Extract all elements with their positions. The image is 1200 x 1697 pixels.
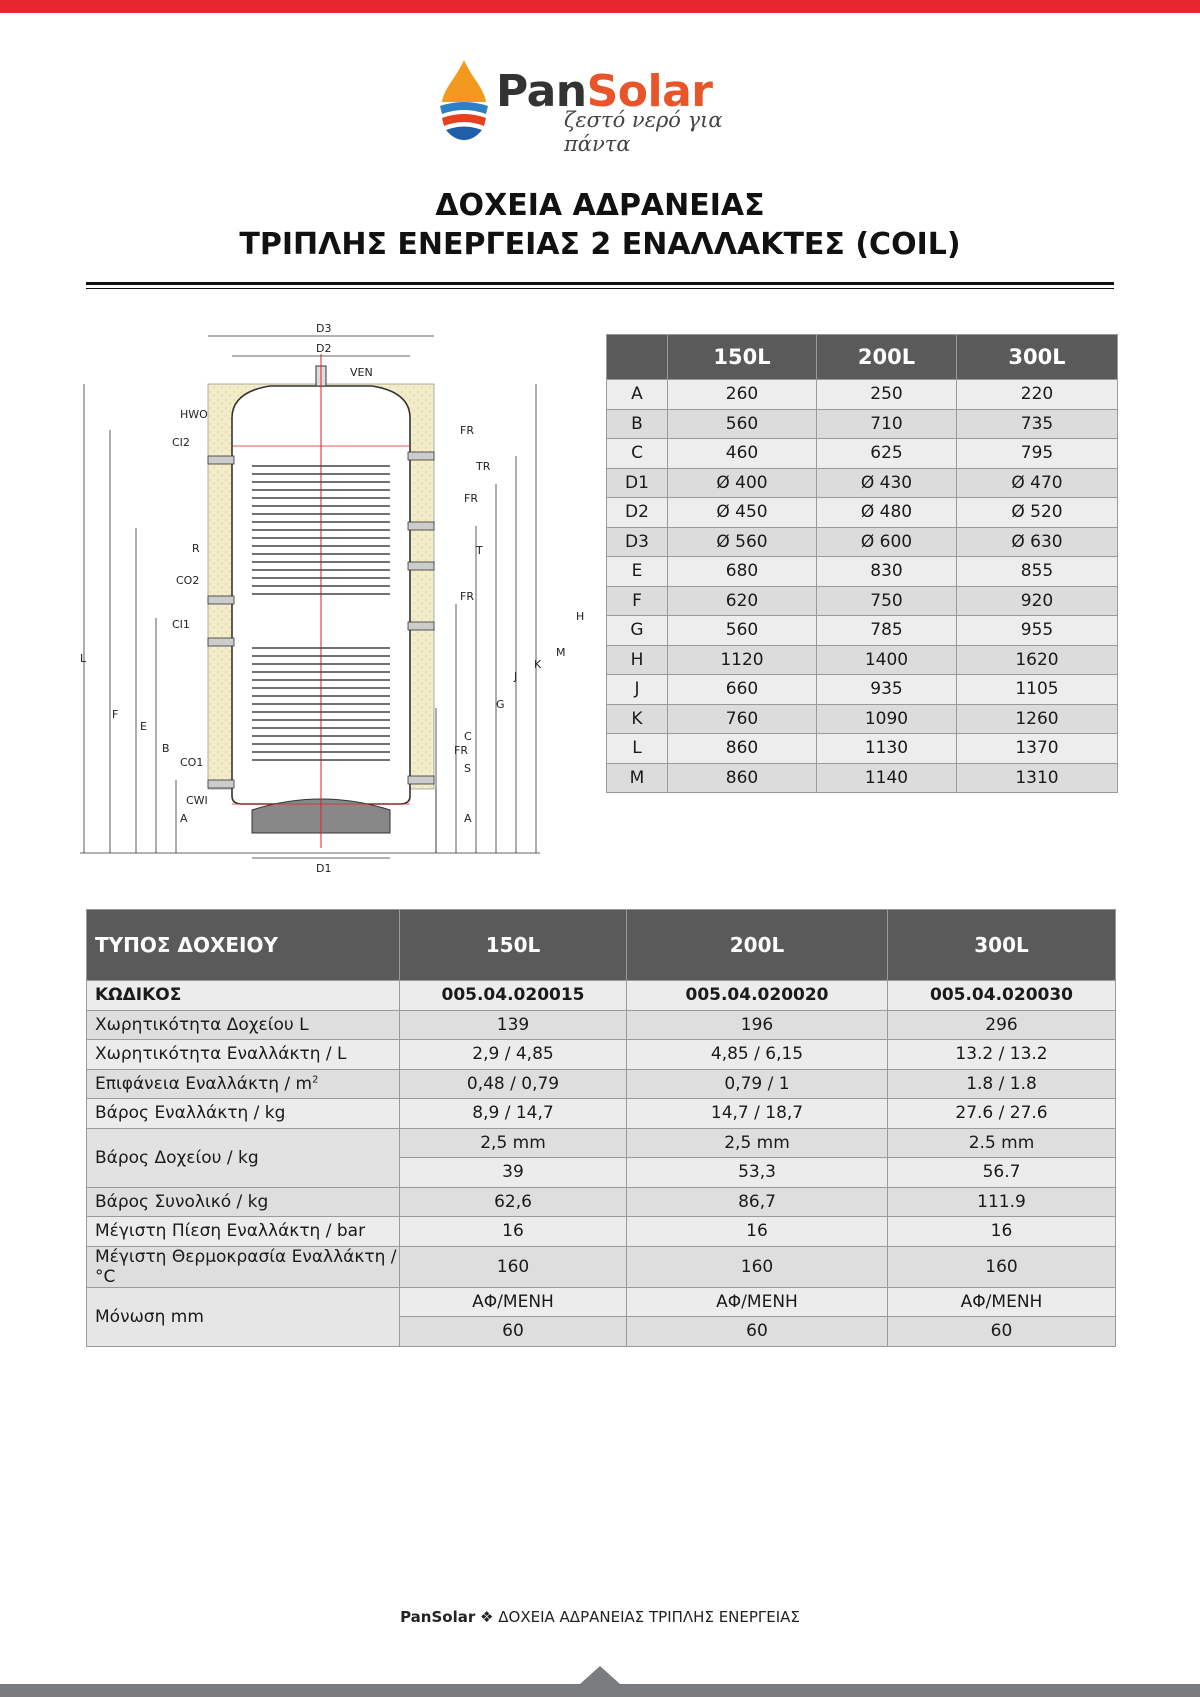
label-fr2: FR: [464, 492, 478, 505]
cell: Ø 630: [957, 527, 1118, 557]
cell: 196: [627, 1010, 888, 1040]
dims-header-300l: 300L: [957, 335, 1118, 380]
dims-row: [607, 675, 1118, 705]
drop-logo-icon: [434, 58, 494, 144]
specs-header-type: ΤΥΠΟΣ ΔΟΧΕΙΟΥ: [87, 910, 400, 981]
cell: D3: [607, 527, 668, 557]
cell: 750: [817, 586, 957, 616]
label-co1: CO1: [180, 756, 204, 769]
dims-row: [607, 704, 1118, 734]
dims-row: [607, 439, 1118, 469]
cell: A: [607, 380, 668, 410]
cell: D2: [607, 498, 668, 528]
label-k: K: [534, 658, 542, 671]
cell: Ø 520: [957, 498, 1118, 528]
cell: ΑΦ/ΜΕΝΗ: [888, 1287, 1116, 1317]
specs-row-coil-capacity: [87, 1040, 1116, 1070]
cell: 955: [957, 616, 1118, 646]
specs-row-max-temp: [87, 1246, 1116, 1287]
cell: 1120: [668, 645, 817, 675]
dims-row: [607, 763, 1118, 793]
label-d2: D2: [316, 342, 332, 355]
cell: 62,6: [400, 1187, 627, 1217]
cell: 1140: [817, 763, 957, 793]
dims-body: [607, 380, 1118, 793]
cell: ΑΦ/ΜΕΝΗ: [400, 1287, 627, 1317]
cell: 53,3: [627, 1158, 888, 1188]
label-d1: D1: [316, 862, 332, 875]
cell: 111.9: [888, 1187, 1116, 1217]
specs-row-coil-weight: [87, 1099, 1116, 1129]
cell: 60: [627, 1317, 888, 1347]
cell: 680: [668, 557, 817, 587]
dims-row: [607, 527, 1118, 557]
cell: Ø 400: [668, 468, 817, 498]
cell: Ø 560: [668, 527, 817, 557]
specs-row-tank-weight-thickness: [87, 1128, 1116, 1158]
specs-header-150l: 150L: [400, 910, 627, 981]
coil-surface-label: Επιφάνεια Εναλλάκτη / m: [95, 1073, 313, 1094]
cell: E: [607, 557, 668, 587]
cell: Χωρητικότητα Εναλλάκτη / L: [87, 1040, 400, 1070]
cell: G: [607, 616, 668, 646]
dims-row: [607, 409, 1118, 439]
label-b: B: [162, 742, 170, 755]
cell: 1130: [817, 734, 957, 764]
cell: 005.04.020015: [400, 981, 627, 1011]
cell: 1.8 / 1.8: [888, 1069, 1116, 1099]
label-fr1: FR: [460, 424, 474, 437]
cell: 86,7: [627, 1187, 888, 1217]
label-l: L: [80, 652, 87, 665]
cell: 27.6 / 27.6: [888, 1099, 1116, 1129]
specs-row-insulation-type: [87, 1287, 1116, 1317]
cell: 13.2 / 13.2: [888, 1040, 1116, 1070]
title-divider-thin: [86, 288, 1114, 289]
cell: 625: [817, 439, 957, 469]
cell: 660: [668, 675, 817, 705]
cell: 60: [888, 1317, 1116, 1347]
label-fr4: FR: [454, 744, 468, 757]
cell: Μόνωση mm: [87, 1287, 400, 1346]
page-title-line2: ΤΡΙΠΛΗΣ ΕΝΕΡΓΕΙΑΣ 2 ΕΝΑΛΛΑΚΤΕΣ (COIL): [239, 227, 961, 262]
specs-row-coil-surface: [87, 1069, 1116, 1099]
dimensions-table: [606, 334, 1118, 793]
cell: 560: [668, 616, 817, 646]
brand-name-part1: Pan: [496, 66, 587, 117]
cell: Βάρος Συνολικό / kg: [87, 1187, 400, 1217]
cell: 0,79 / 1: [627, 1069, 888, 1099]
cell: Μέγιστη Πίεση Εναλλάκτη / bar: [87, 1217, 400, 1247]
cell: 16: [627, 1217, 888, 1247]
cell: 260: [668, 380, 817, 410]
footer-text: ΔΟΧΕΙΑ ΑΔΡΑΝΕΙΑΣ ΤΡΙΠΛΗΣ ΕΝΕΡΓΕΙΑΣ: [498, 1608, 800, 1626]
cell: ΑΦ/ΜΕΝΗ: [627, 1287, 888, 1317]
label-a-left: A: [180, 812, 188, 825]
label-h: H: [576, 610, 585, 623]
bottom-triangle: [580, 1666, 620, 1684]
cell: 60: [400, 1317, 627, 1347]
cell: 1310: [957, 763, 1118, 793]
tank-diagram: [80, 318, 590, 878]
cell: 735: [957, 409, 1118, 439]
page-title-line1: ΔΟΧΕΙΑ ΑΔΡΑΝΕΙΑΣ: [435, 188, 765, 223]
label-d3: D3: [316, 322, 332, 335]
cell: H: [607, 645, 668, 675]
cell: 39: [400, 1158, 627, 1188]
title-divider: [86, 282, 1114, 285]
label-fr3: FR: [460, 590, 474, 603]
top-accent-bar: [0, 0, 1200, 13]
cell: Ø 450: [668, 498, 817, 528]
cell: 160: [400, 1246, 627, 1287]
label-ci2: CI2: [172, 436, 190, 449]
cell: B: [607, 409, 668, 439]
cell: C: [607, 439, 668, 469]
cell: 785: [817, 616, 957, 646]
specs-header-200l: 200L: [627, 910, 888, 981]
cell: 0,48 / 0,79: [400, 1069, 627, 1099]
label-g: G: [496, 698, 505, 711]
dims-header-150l: 150L: [668, 335, 817, 380]
page-footer: [0, 1608, 1200, 1626]
dims-row: [607, 468, 1118, 498]
label-m: M: [556, 646, 566, 659]
cell: 760: [668, 704, 817, 734]
cell: 56.7: [888, 1158, 1116, 1188]
label-t: T: [476, 544, 483, 557]
dims-row: [607, 586, 1118, 616]
cell: 460: [668, 439, 817, 469]
cell: 2.5 mm: [888, 1128, 1116, 1158]
dims-row: [607, 616, 1118, 646]
cell: 2,5 mm: [400, 1128, 627, 1158]
cell: 560: [668, 409, 817, 439]
cell: Ø 430: [817, 468, 957, 498]
cell: 935: [817, 675, 957, 705]
coil-surface-sup: 2: [312, 1074, 319, 1086]
cell: M: [607, 763, 668, 793]
label-r: R: [192, 542, 200, 555]
specs-row-tank-capacity: [87, 1010, 1116, 1040]
dims-row: [607, 645, 1118, 675]
cell: D1: [607, 468, 668, 498]
cell: L: [607, 734, 668, 764]
cell: Βάρος Εναλλάκτη / kg: [87, 1099, 400, 1129]
cell: 920: [957, 586, 1118, 616]
label-cwi: CWI: [186, 794, 208, 807]
cell: F: [607, 586, 668, 616]
cell: Ø 480: [817, 498, 957, 528]
cell: Ø 470: [957, 468, 1118, 498]
cell: 250: [817, 380, 957, 410]
cell: Χωρητικότητα Δοχείου L: [87, 1010, 400, 1040]
cell: 2,9 / 4,85: [400, 1040, 627, 1070]
bottom-bar: [0, 1684, 1200, 1697]
cell: 160: [888, 1246, 1116, 1287]
footer-separator: ❖: [480, 1608, 494, 1626]
specs-table: [86, 909, 1116, 1347]
cell: 855: [957, 557, 1118, 587]
cell: J: [607, 675, 668, 705]
cell: 620: [668, 586, 817, 616]
specs-row-code: [87, 981, 1116, 1011]
cell: 160: [627, 1246, 888, 1287]
cell: 1620: [957, 645, 1118, 675]
label-co2: CO2: [176, 574, 200, 587]
brand-slogan: ζεστό νερό για πάντα: [564, 108, 723, 156]
cell: 830: [817, 557, 957, 587]
specs-row-max-pressure: [87, 1217, 1116, 1247]
dims-row: [607, 734, 1118, 764]
footer-brand: PanSolar: [400, 1608, 476, 1626]
cell: 1090: [817, 704, 957, 734]
cell: ΚΩΔΙΚΟΣ: [87, 981, 400, 1011]
cell: 860: [668, 763, 817, 793]
cell: 1105: [957, 675, 1118, 705]
dims-header-blank: [607, 335, 668, 380]
cell: 139: [400, 1010, 627, 1040]
label-ven: VEN: [350, 366, 373, 379]
label-f: F: [112, 708, 119, 721]
cell: 1370: [957, 734, 1118, 764]
cell: 8,9 / 14,7: [400, 1099, 627, 1129]
pansolar-logo: [434, 58, 774, 156]
cell: 005.04.020030: [888, 981, 1116, 1011]
cell: 1260: [957, 704, 1118, 734]
label-e: E: [140, 720, 147, 733]
cell: 795: [957, 439, 1118, 469]
cell: Ø 600: [817, 527, 957, 557]
cell: 220: [957, 380, 1118, 410]
cell: Μέγιστη Θερμοκρασία Εναλλάκτη / °C: [87, 1246, 400, 1287]
cell: 16: [888, 1217, 1116, 1247]
label-ci1: CI1: [172, 618, 190, 631]
cell: 005.04.020020: [627, 981, 888, 1011]
specs-row-total-weight: [87, 1187, 1116, 1217]
label-s: S: [464, 762, 471, 775]
cell: Βάρος Δοχείου / kg: [87, 1128, 400, 1187]
dims-header-200l: 200L: [817, 335, 957, 380]
brand-name-part2: Solar: [586, 66, 713, 117]
label-hwo: HWO: [180, 408, 208, 421]
dims-row: [607, 498, 1118, 528]
cell: 16: [400, 1217, 627, 1247]
specs-header-300l: 300L: [888, 910, 1116, 981]
label-j: J: [514, 670, 518, 683]
cell: 4,85 / 6,15: [627, 1040, 888, 1070]
cell: 2,5 mm: [627, 1128, 888, 1158]
dims-row: [607, 380, 1118, 410]
dims-row: [607, 557, 1118, 587]
cell: 1400: [817, 645, 957, 675]
label-tr: TR: [476, 460, 491, 473]
cell: 14,7 / 18,7: [627, 1099, 888, 1129]
cell: 710: [817, 409, 957, 439]
cell: K: [607, 704, 668, 734]
cell: 860: [668, 734, 817, 764]
label-a-right: A: [464, 812, 472, 825]
cell: [87, 1069, 400, 1099]
cell: 296: [888, 1010, 1116, 1040]
label-c: C: [464, 730, 472, 743]
